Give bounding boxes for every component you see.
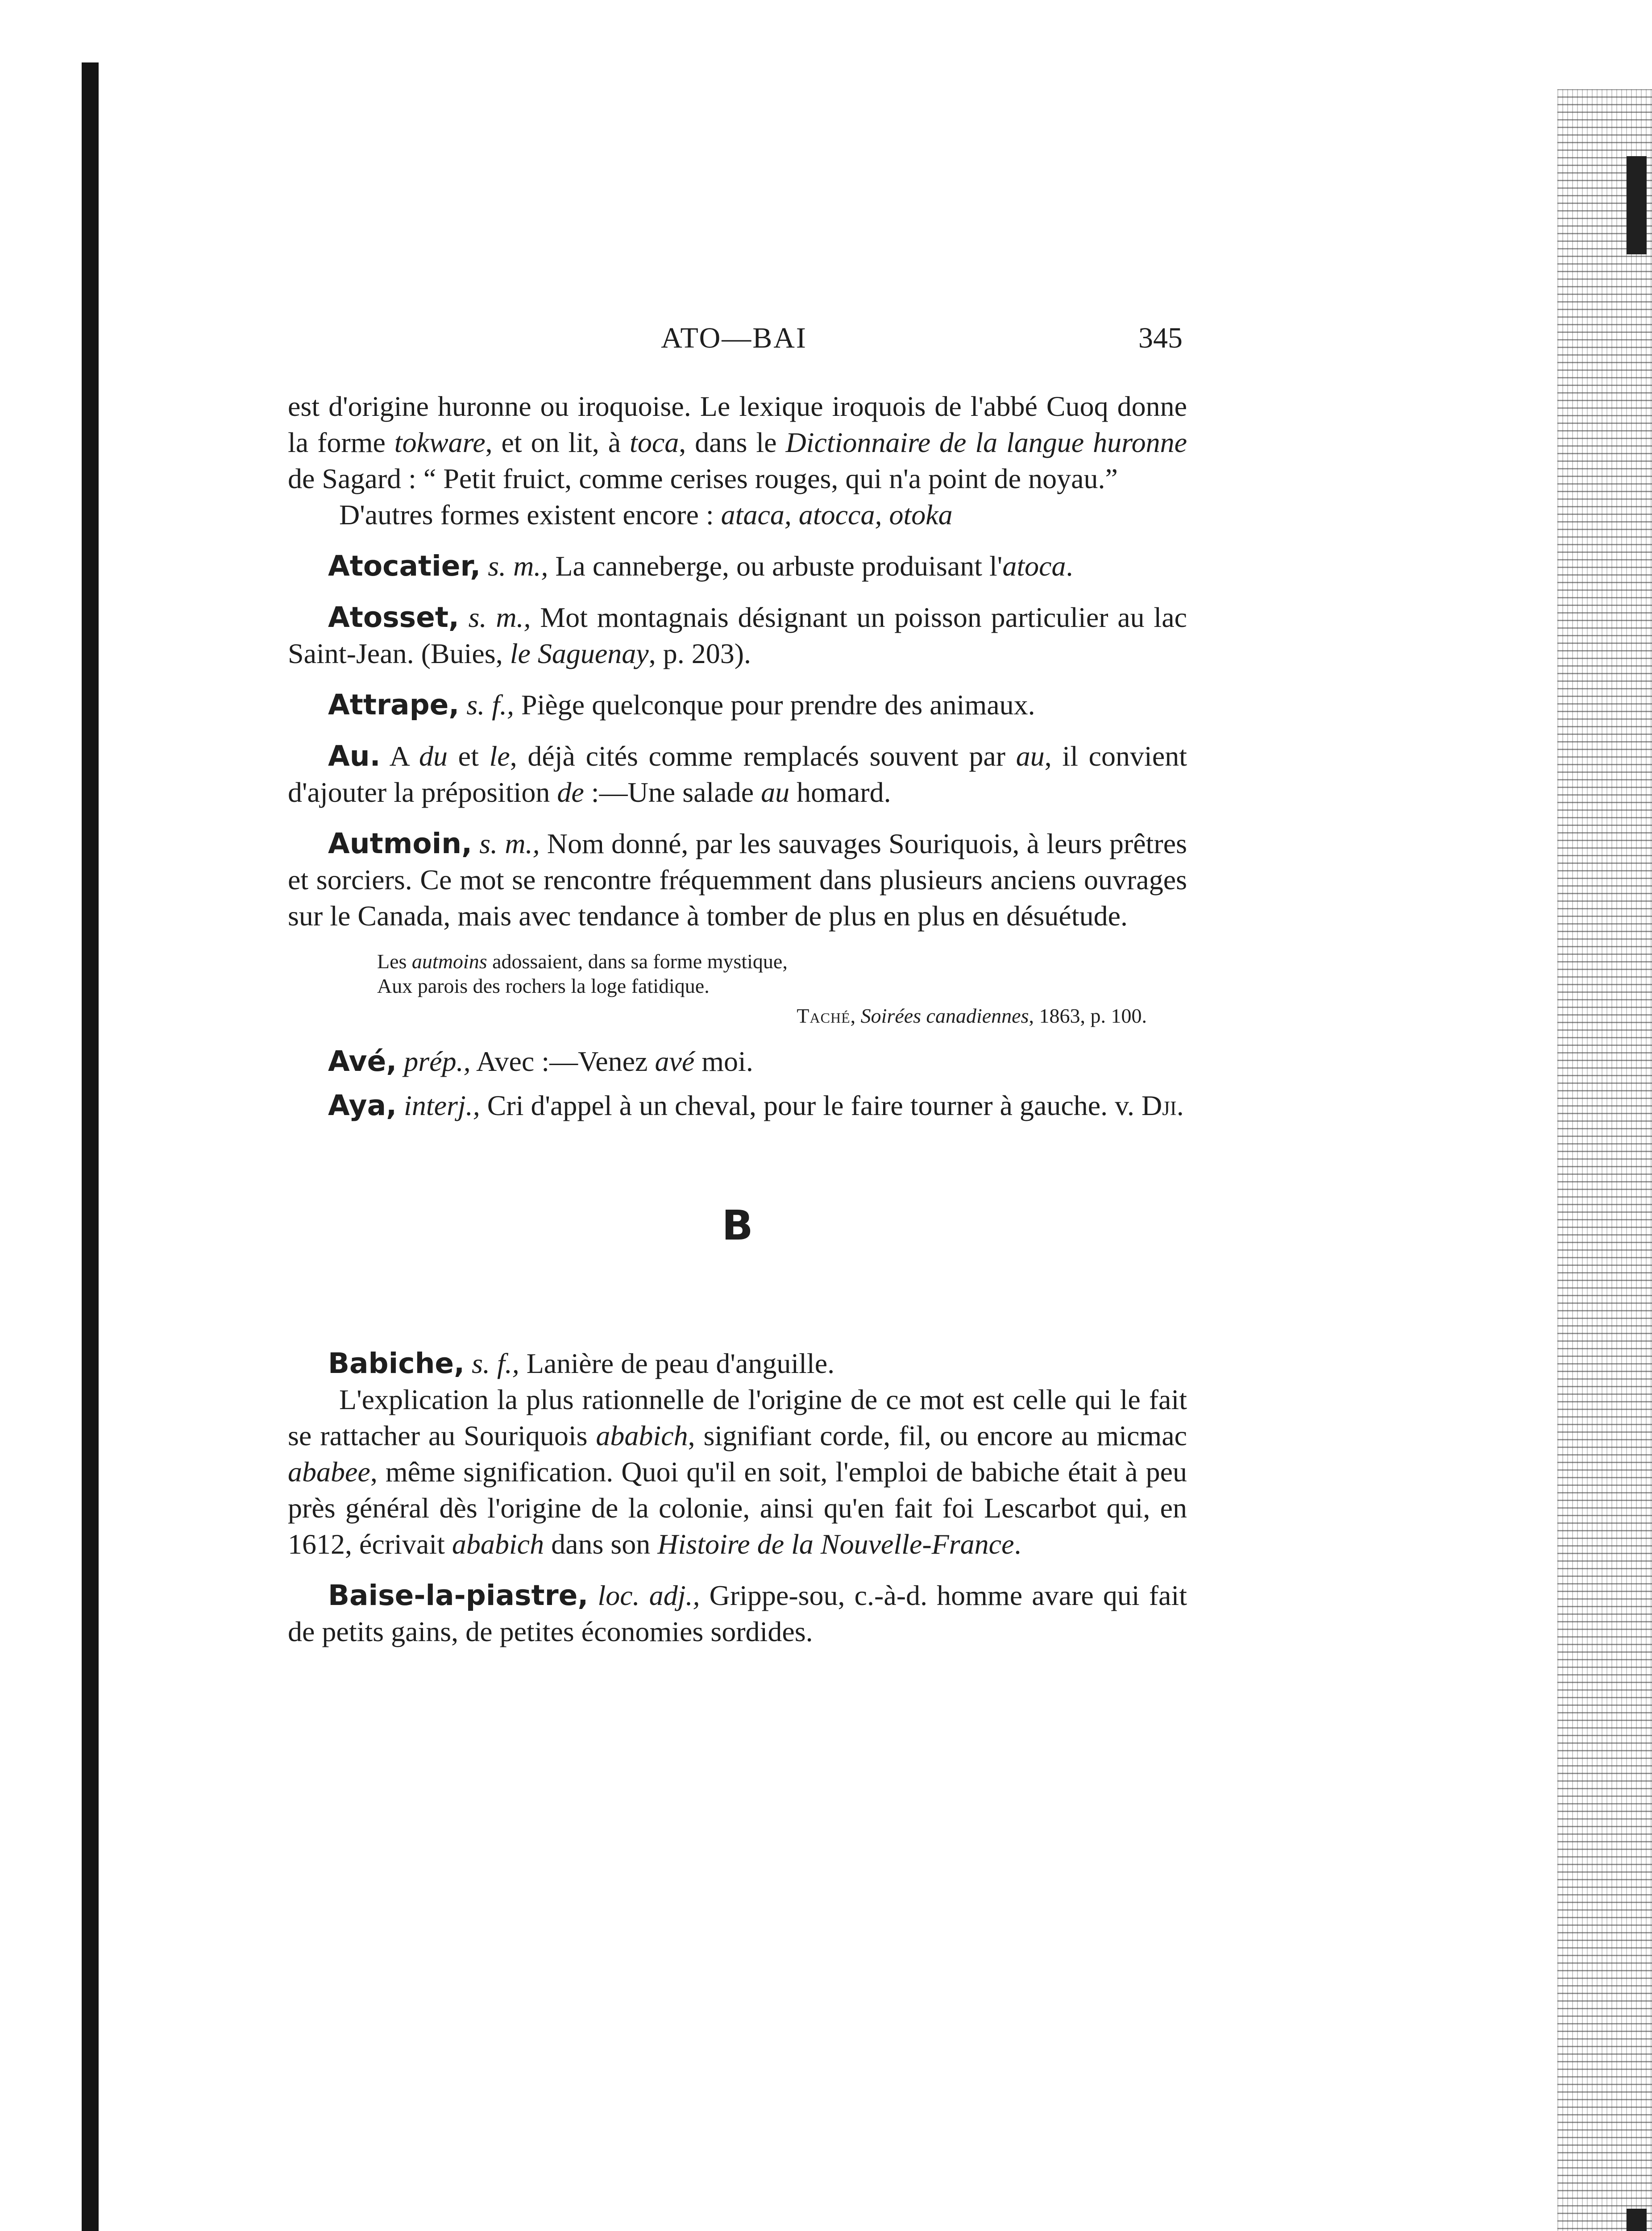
- entry-ave: [288, 1043, 1187, 1079]
- text: , signifiant corde, fil, ou encore au micmac: [688, 1420, 1187, 1451]
- entry-baise-la-piastre: [288, 1577, 1187, 1650]
- text: :—Une salade: [584, 776, 761, 808]
- entry-aya: [288, 1087, 1187, 1124]
- text: , déjà cités comme remplacés souvent par: [510, 740, 1016, 772]
- headword: Atocatier,: [328, 550, 481, 582]
- headword: Avé,: [328, 1045, 397, 1078]
- text: homard.: [789, 776, 891, 808]
- italic-term: ataca, atocca, otoka: [721, 499, 953, 531]
- headword: Babiche,: [328, 1347, 465, 1380]
- italic-term: atoca: [1002, 550, 1066, 582]
- headword: Atosset,: [328, 601, 459, 634]
- source-author: Taché: [797, 1004, 851, 1027]
- intro-paragraph: [288, 388, 1187, 497]
- text: moi.: [694, 1045, 753, 1077]
- italic-title: Histoire de la Nouvelle-France: [657, 1528, 1014, 1560]
- entry-babiche: [288, 1345, 1187, 1381]
- text: , il convient d'ajouter la préposition: [288, 740, 1187, 808]
- headword: Attrape,: [328, 688, 460, 721]
- entry-atocatier: [288, 548, 1187, 584]
- text: , même signification. Quoi qu'il en soit, l'emploi de babiche était à peu près général dès l'origine de la colonie, ainsi qu'en fait foi Lescarbot qui, en 1612, écrivait: [288, 1456, 1187, 1560]
- grammar-label: s. f.,: [466, 689, 515, 721]
- italic-term: du: [419, 740, 448, 772]
- italic-term: ababee: [288, 1456, 370, 1488]
- italic-term: au: [1016, 740, 1045, 772]
- definition: Piège quelconque pour prendre des animaux.: [514, 689, 1035, 721]
- running-head: ATO—BAI: [661, 322, 807, 354]
- text: , 1863, p. 100.: [1029, 1004, 1147, 1027]
- page-edge-scan-noise: [1557, 89, 1652, 2231]
- page-edge-dark-block: [1627, 2209, 1647, 2231]
- entry-autmoin: [288, 825, 1187, 934]
- binding-edge: [82, 62, 99, 2231]
- italic-term: toca: [630, 427, 679, 458]
- definition: La canneberge, ou arbuste produisant l': [548, 550, 1003, 582]
- entry-au: [288, 738, 1187, 810]
- headword: Aya,: [328, 1089, 397, 1122]
- definition: Mot montagnais désignant un poisson particulier au lac Saint-Jean. (Buies,: [288, 601, 1187, 669]
- entry-attrape: [288, 687, 1187, 723]
- italic-title: Dictionnaire de la langue huronne: [785, 427, 1187, 458]
- headword: Au.: [328, 740, 381, 772]
- italic-term: le: [489, 740, 510, 772]
- text: est d'origine huronne ou iroquoise. Le lexique iroquois de l'abbé Cuoq donne la forme: [288, 390, 1187, 458]
- cross-reference: Dji: [1141, 1090, 1177, 1121]
- text: L'explication la plus rationnelle de l'origine de ce mot est celle qui le fait se rattacher au Souriquois: [288, 1384, 1187, 1451]
- grammar-label: s. m.,: [488, 550, 548, 582]
- page-number: 345: [1138, 322, 1183, 354]
- page-edge-dark-block: [1627, 156, 1647, 254]
- grammar-label: s. f.,: [472, 1348, 519, 1379]
- quote-line: Aux parois des rochers la loge fatidique.: [377, 975, 710, 997]
- page-header: [286, 321, 1183, 370]
- definition: Lanière de peau d'anguille.: [519, 1348, 835, 1379]
- babiche-explanation: [288, 1381, 1187, 1562]
- text: , p. 203).: [648, 638, 751, 669]
- text: .: [1014, 1528, 1021, 1560]
- text: de Sagard : “ Petit fruict, comme cerises rouges, qui n'a point de noyau.”: [288, 463, 1118, 494]
- italic-term: ababich: [596, 1420, 688, 1451]
- headword: Baise-la-piastre,: [328, 1579, 589, 1612]
- quote-line: [377, 949, 1187, 974]
- italic-term: de: [557, 776, 584, 808]
- italic-term: tokware: [394, 427, 486, 458]
- text: et: [448, 740, 490, 772]
- text: A: [380, 740, 419, 772]
- quote-source: Taché, Soirées canadiennes, 1863, p. 100.: [797, 1004, 1147, 1027]
- headword: Autmoin,: [328, 827, 473, 860]
- text: Avec :—Venez: [470, 1045, 655, 1077]
- definition: Cri d'appel à un cheval, pour le faire tourner à gauche. v.: [480, 1090, 1141, 1121]
- text: D'autres formes existent encore :: [339, 499, 721, 531]
- intro-variants: [288, 497, 1187, 533]
- text: .: [1176, 1090, 1184, 1121]
- grammar-label: s. m.,: [479, 828, 540, 859]
- italic-term: avé: [655, 1045, 695, 1077]
- text: , et on lit, à: [485, 427, 630, 458]
- text: dans son: [544, 1528, 658, 1560]
- source-work: Soirées canadiennes: [860, 1004, 1029, 1027]
- verse-quotation: [377, 949, 1187, 1028]
- definition: Grippe-sou, c.-à-d. homme avare qui fait de petits gains, de petites économies sordides.: [288, 1580, 1187, 1647]
- page-body: [288, 388, 1187, 1650]
- text: .: [1066, 550, 1073, 582]
- definition: Nom donné, par les sauvages Souriquois, à leurs prêtres et sorciers. Ce mot se rencontre fréquemment dans plusieurs anciens ouvrages sur le Canada, mais avec tendance à tomber de plus en plus en désuétude.: [288, 828, 1187, 932]
- italic-title: le Saguenay: [510, 638, 649, 669]
- grammar-label: loc. adj.,: [598, 1580, 700, 1611]
- text: adossaient, dans sa forme mystique,: [487, 950, 788, 973]
- grammar-label: interj.,: [404, 1090, 480, 1121]
- text: Les: [377, 950, 412, 973]
- text: , dans le: [679, 427, 786, 458]
- section-letter: B: [722, 1202, 753, 1249]
- italic-term: autmoins: [411, 950, 487, 973]
- entry-atosset: [288, 599, 1187, 672]
- italic-term: ababich: [452, 1528, 544, 1560]
- italic-term: au: [761, 776, 790, 808]
- grammar-label: s. m.,: [468, 601, 531, 633]
- grammar-label: prép.,: [404, 1045, 471, 1077]
